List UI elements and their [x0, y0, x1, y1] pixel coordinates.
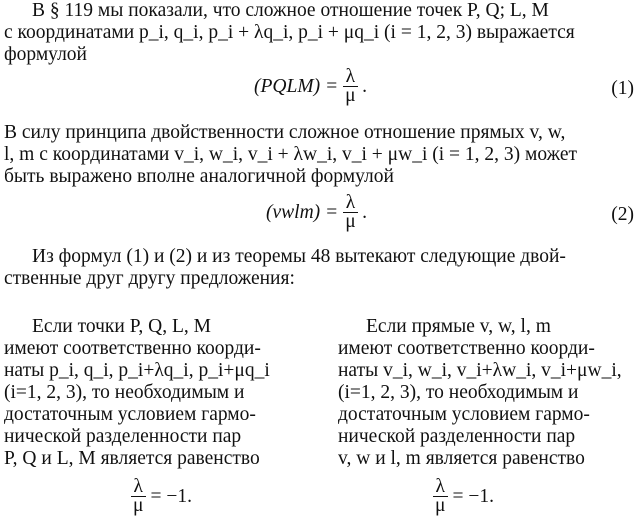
left-column-line: P, Q и L, M является равенство — [4, 448, 260, 469]
paragraph-2-line-3: быть выражено вполне аналогичной формулой — [4, 166, 394, 187]
left-column — [4, 316, 300, 470]
formula-1-lhs: (PQLM) = — [254, 75, 339, 97]
left-column-line: достаточным условием гармо- — [4, 404, 256, 425]
left-column-line: (i=1, 2, 3), то необходимым и — [4, 382, 245, 403]
paragraph-1-line-2: с координатами p_i, q_i, p_i + λq_i, p_i + μq_i (i = 1, 2, 3) выражается — [4, 22, 575, 43]
formula-2-denominator: μ — [345, 211, 356, 232]
formula-2-fraction — [342, 194, 358, 231]
left-column-fraction — [130, 478, 146, 515]
paragraph-3-line-1: Из формул (1) и (2) и из теоремы 48 вытекают следующие двой- — [32, 246, 566, 267]
right-column-numerator: λ — [433, 478, 448, 497]
formula-1 — [254, 68, 367, 105]
left-column-rhs: = −1. — [150, 485, 192, 507]
left-column-denominator: μ — [133, 495, 144, 516]
paragraph-3 — [4, 246, 638, 290]
left-column-line: имеют соответственно коорди- — [4, 338, 261, 359]
right-column-line: нической разделенности пар — [338, 426, 576, 447]
right-column-rhs: = −1. — [452, 485, 494, 507]
formula-2-numerator: λ — [343, 194, 358, 213]
paragraph-2-line-1: В силу принципа двойственности сложное отношение прямых v, w, — [4, 122, 566, 143]
paragraph-1-line-1: В § 119 мы показали, что сложное отношение точек P, Q; L, M — [32, 0, 549, 21]
paragraph-1 — [4, 0, 638, 66]
formula-2-lhs: (vwlm) = — [266, 201, 339, 223]
right-column-denominator: μ — [435, 495, 446, 516]
formula-2-row — [4, 190, 638, 232]
formula-1-fraction — [342, 68, 358, 105]
right-column-fraction — [432, 478, 448, 515]
formula-2-number: (2) — [611, 204, 634, 225]
left-column-formula — [126, 478, 192, 515]
right-column-formula — [428, 478, 494, 515]
right-column-line: (i=1, 2, 3), то необходимым и — [338, 382, 579, 403]
right-column-line: наты v_i, w_i, v_i+λw_i, v_i+μw_i, — [338, 360, 622, 381]
formula-1-numerator: λ — [343, 68, 358, 87]
formula-1-denominator: μ — [345, 85, 356, 106]
right-column-line: Если прямые v, w, l, m — [366, 316, 551, 337]
paragraph-2 — [4, 122, 638, 188]
formula-1-number: (1) — [611, 78, 634, 99]
left-column-line: Если точки P, Q, L, M — [32, 316, 211, 337]
left-column-line: наты p_i, q_i, p_i+λq_i, p_i+μq_i — [4, 360, 270, 381]
right-column-line: имеют соответственно коорди- — [338, 338, 595, 359]
right-column-line: достаточным условием гармо- — [338, 404, 590, 425]
right-column — [338, 316, 634, 470]
left-column-numerator: λ — [131, 478, 146, 497]
formula-1-row — [4, 64, 638, 106]
paragraph-1-line-3: формулой — [4, 44, 87, 65]
right-column-line: v, w и l, m является равенство — [338, 448, 585, 469]
formula-1-tail: . — [362, 75, 368, 97]
paragraph-2-line-2: l, m с координатами v_i, w_i, v_i + λw_i, v_i + μw_i (i = 1, 2, 3) может — [4, 144, 578, 165]
formula-2 — [266, 194, 368, 231]
paragraph-3-line-2: ственные друг другу предложения: — [4, 268, 295, 289]
left-column-line: нической разделенности пар — [4, 426, 242, 447]
formula-2-tail: . — [362, 201, 368, 223]
